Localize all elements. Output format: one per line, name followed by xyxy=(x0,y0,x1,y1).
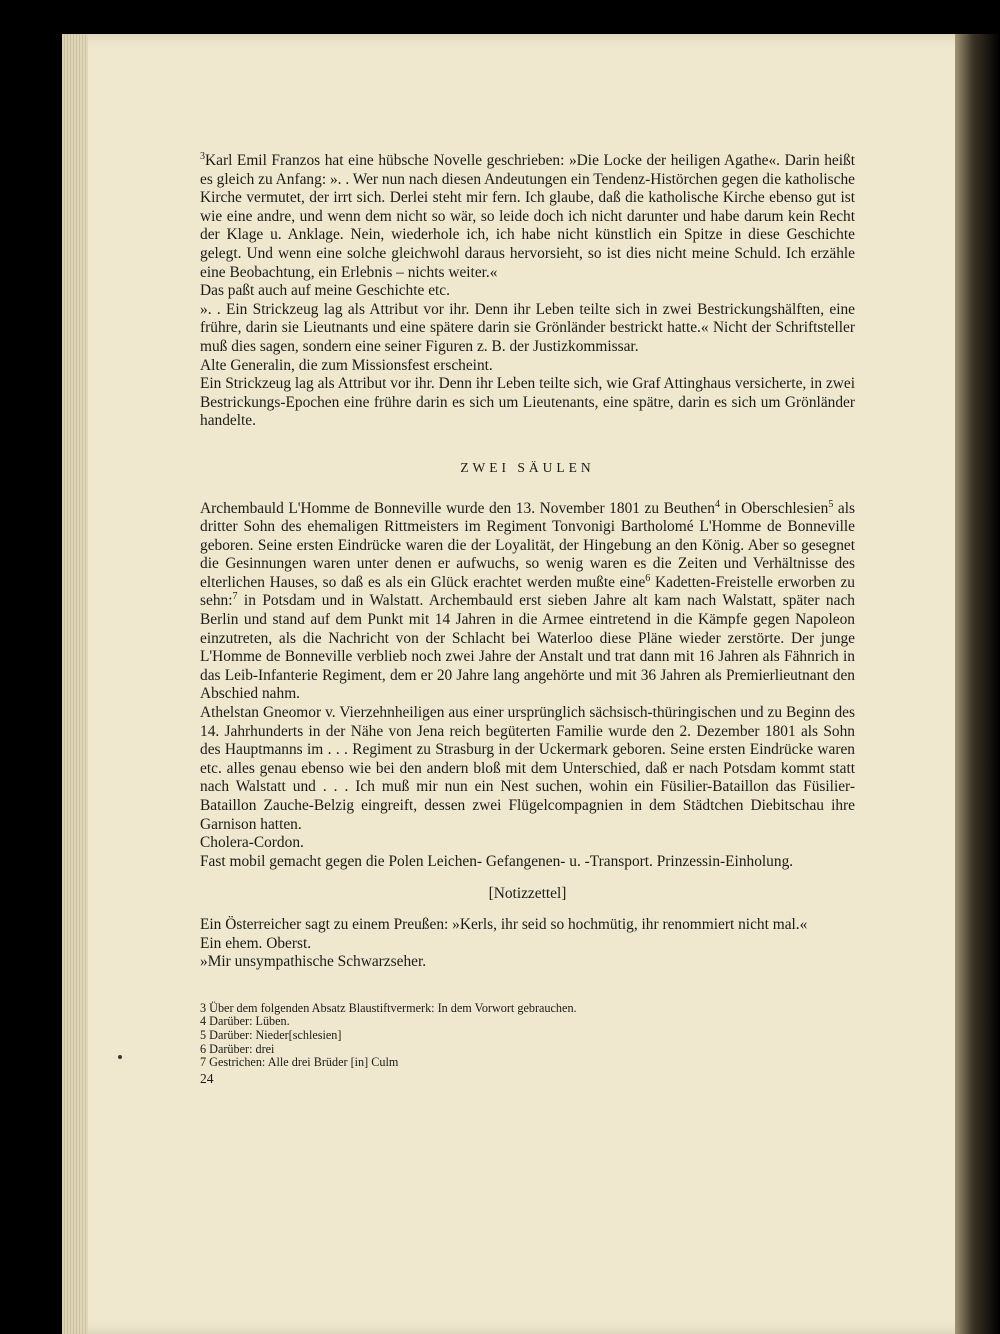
page-text xyxy=(200,152,855,1088)
section-heading: ZWEI SÄULEN xyxy=(460,459,595,475)
footnote-marker: 6 xyxy=(645,572,651,584)
footnote-marker: 3 xyxy=(200,150,205,162)
paragraph: Ein Österreicher sagt zu einem Preußen: »Kerls, ihr seid so hochmütig, ihr renommiert nicht mal.« xyxy=(200,915,808,933)
paragraph: »Mir unsympathische Schwarzseher. xyxy=(200,953,427,971)
paragraph: Das paßt auch auf meine Geschichte etc. xyxy=(200,282,450,300)
footnote: 6 Darüber: drei xyxy=(200,1041,275,1056)
page-stack-edges xyxy=(62,34,88,1334)
paragraph: Fast mobil gemacht gegen die Polen Leichen- Gefangenen- u. -Transport. Prinzessin-Einholung. xyxy=(200,852,794,870)
paragraph: Athelstan Gneomor v. Vierzehnheiligen aus einer ursprünglich sächsisch-thüringischen und zu Beginn des 14. Jahrhunderts in der Nähe von Jena reich begüterten Familie wurde den 2. Dezember 1801 als Sohn des Hauptmanns im . . . Regiment zu Strasburg in der Uckermark geboren. Seine ersten Eindrücke waren etc. alles genau ebenso wie bei den andern bloß mit dem Unterschied, daß er nach Potsdam kommt statt nach Walstatt und . . . Ich muß mir nun ein Nest suchen, wohin ein Füsilier-Bataillon das Füsilier-Bataillon Zauche-Belzig eingreift, dessen zwei Flügelcompagnien in dem Städtchen Diebitschau ihre Garnison hatten. xyxy=(200,704,855,833)
footnote-3-paragraph xyxy=(200,152,855,282)
franzos-quote: Karl Emil Franzos hat eine hübsche Novelle geschrieben: »Die Locke der heiligen Agathe«. Darin heißt es gleich zu Anfang: ». . Wer nun nach diesen Andeutungen ein Tendenz-Histörchen gegen die katholische Kirche vermutet, der irrt sich. Derlei steht mir fern. Ich glaube, daß die katholische Kirche ebenso gut ist wie eine andre, und wenn dem nicht so wär, so leide doch ich nicht darunter und habe darum kein Recht der Klage u. Anklage. Nein, wiederhole ich, ich habe nicht künstlich ein Spitze in diese Geschichte gelegt. Und wenn eine solche gleichwohl daraus hervorsieht, so ist dies nicht meine Schuld. Ich erzähle eine Beobachtung, ein Erlebnis – nichts weiter.« xyxy=(200,152,855,281)
paragraph: Alte Generalin, die zum Missionsfest erscheint. xyxy=(200,356,493,374)
footnote-marker: 7 xyxy=(232,591,238,603)
page-number: 24 xyxy=(200,1070,214,1086)
footnote: 3 Über dem folgenden Absatz Blaustiftvermerk: In dem Vorwort gebrauchen. xyxy=(200,1000,577,1015)
text-run: Archembauld L'Homme de Bonneville wurde den 13. November 1801 zu Beuthen xyxy=(200,499,715,517)
text-run: als dritter Sohn des ehemaligen Rittmeisters im Regiment Tonvonigi Bartholomé L'Homme de Bonneville geboren. Seine ersten Eindrücke waren die der Loyalität, der Hingebung an den König. Aber so gesegnet die Gesinnungen waren unter denen er aufwuchs, so wenig waren es die Zeiten und Verhältnisse des elterlichen Hauses, so daß es als ein Glück erachtet werden mußte eine xyxy=(200,499,855,591)
gutter-shadow xyxy=(955,34,1000,1334)
text-run: in Oberschlesien xyxy=(719,499,829,517)
footnote: 7 Gestrichen: Alle drei Brüder [in] Culm xyxy=(200,1055,399,1070)
paragraph xyxy=(200,500,855,705)
scan-speck xyxy=(118,1055,122,1059)
text-run: in Potsdam und in Walstatt. Archembauld erst sieben Jahre alt kam nach Walstatt, später nach Berlin und stand auf dem Punkt mit 14 Jahren in die Armee eintretend in die Kämpfe gegen Napoleon einzutreten, als die Nachricht von der Schlacht bei Waterloo diese Pläne wieder zerstörte. Der junge L'Homme de Bonneville verblieb noch zwei Jahre der Anstalt und trat dann mit 16 Jahren als Fähnrich in das Leib-Infanterie Regiment, dem er 20 Jahre lang angehörte und mit 36 Jahren als Premierlieutnant den Abschied nahm. xyxy=(200,592,855,703)
notiz-heading: [Notizzettel] xyxy=(488,885,567,903)
paragraph: Ein ehem. Oberst. xyxy=(200,934,312,952)
paragraph: ». . Ein Strickzeug lag als Attribut vor ihr. Denn ihr Leben teilte sich in zwei Bestrickungshälften, eine frühre, darin sie Lieutnants und eine spätere darin sie Grönländer bestrickt hatte.« Nicht der Schriftsteller muß dies sagen, sondern eine seiner Figuren z. B. der Justizkommissar. xyxy=(200,300,855,355)
footnote: 5 Darüber: Nieder[schlesien] xyxy=(200,1027,342,1042)
text-run: Kadetten-Freistelle erworben zu sehn: xyxy=(200,573,855,610)
footnote-marker: 4 xyxy=(714,498,720,510)
paragraph: Ein Strickzeug lag als Attribut vor ihr. Denn ihr Leben teilte sich, wie Graf Attinghaus versicherte, in zwei Bestrickungs-Epochen eine frühre darin es sich um Lieutenants, eine spätre, darin es sich um Grönländer handelte. xyxy=(200,375,855,430)
footnote-marker: 5 xyxy=(828,498,834,510)
footnotes xyxy=(200,1002,855,1070)
footnote: 4 Darüber: Lüben. xyxy=(200,1014,290,1029)
paragraph: Cholera-Cordon. xyxy=(200,834,304,852)
